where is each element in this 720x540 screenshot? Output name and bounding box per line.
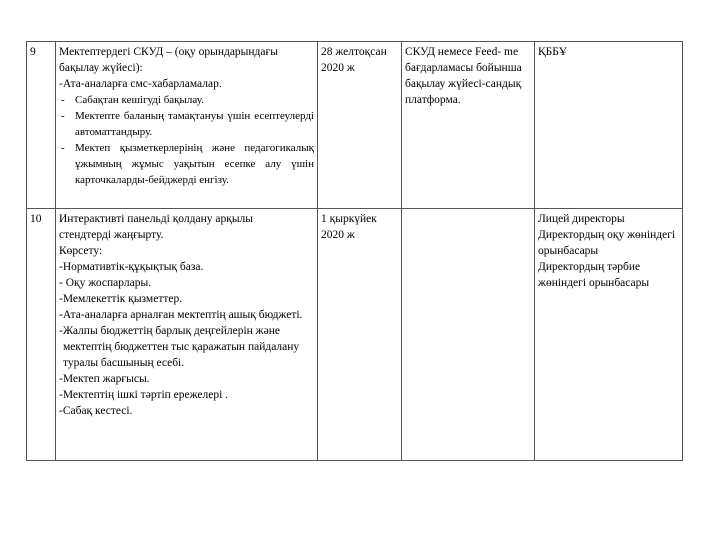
content-line: Көрсету: (59, 245, 103, 257)
list-item: -Мектеп жарғысы. (59, 373, 150, 385)
dash-bullet-icon: - (61, 110, 65, 122)
row-number-cell: 9 (27, 42, 56, 209)
list-item: -Ата-аналарға арналған мектептің ашық бюджеті. (59, 309, 303, 321)
content-cell (56, 209, 318, 461)
responsible-line: Директордың тәрбие жөніндегі орынбасары (538, 261, 650, 289)
bullet-text: Мектепте баланың тамақтануы үшін есептеулерді автоматтандыру. (75, 110, 314, 138)
content-line: -Ата-аналарға смс-хабарламалар. (59, 78, 222, 90)
dash-bullet-icon: - (61, 94, 65, 106)
list-item: -Сабақ кестесі. (59, 405, 133, 417)
list-item: -Мектептің ішкі тәртіп ережелері . (59, 389, 229, 401)
table-row (27, 209, 683, 461)
content-line: стендтерді жаңғырту. (59, 229, 164, 241)
bullet-item (59, 140, 314, 188)
content-line: бақылау жүйесі): (59, 62, 143, 74)
bullet-text: Мектеп қызметкерлерінің және педагогикалық ұжымның жұмыс уақытын есепке алу үшін карточкаларды-бейджерді енгізу. (75, 142, 314, 186)
responsible-line: Лицей директоры (538, 213, 625, 225)
list-item: -Мемлекеттік қызметтер. (59, 293, 183, 305)
form-cell: СКУД немесе Feed- me бағдарламасы бойынша бақылау жүйесі-сандық платформа. (402, 42, 535, 209)
list-item: - Оқу жоспарлары. (59, 277, 152, 289)
form-cell (402, 209, 535, 461)
bullet-text: Сабақтан кешігуді бақылау. (75, 94, 204, 106)
action-plan-table (26, 41, 683, 461)
responsible-line: Директордың оқу жөніндегі орынбасары (538, 229, 676, 257)
list-item: -Нормативтік-құқықтық база. (59, 261, 204, 273)
list-item: -Жалпы бюджеттің барлық деңгейлерін және (59, 325, 280, 337)
responsible-cell (535, 209, 683, 461)
content-line: Мектептердегі СКУД – (оқу орындарындағы (59, 46, 278, 58)
bullet-item (59, 108, 314, 140)
row-number-cell: 10 (27, 209, 56, 461)
list-item: мектептің бюджеттен тыс қаражатын пайдалану туралы басшының есебі. (63, 341, 300, 369)
bullet-item (59, 92, 314, 108)
table-row (27, 42, 683, 209)
responsible-cell: ҚББҰ (535, 42, 683, 209)
content-cell (56, 42, 318, 209)
date-cell: 28 желтоқсан 2020 ж (318, 42, 402, 209)
dash-bullet-icon: - (61, 142, 65, 154)
date-cell: 1 қыркүйек 2020 ж (318, 209, 402, 461)
content-line: Интерактивті панельді қолдану арқылы (59, 213, 254, 225)
